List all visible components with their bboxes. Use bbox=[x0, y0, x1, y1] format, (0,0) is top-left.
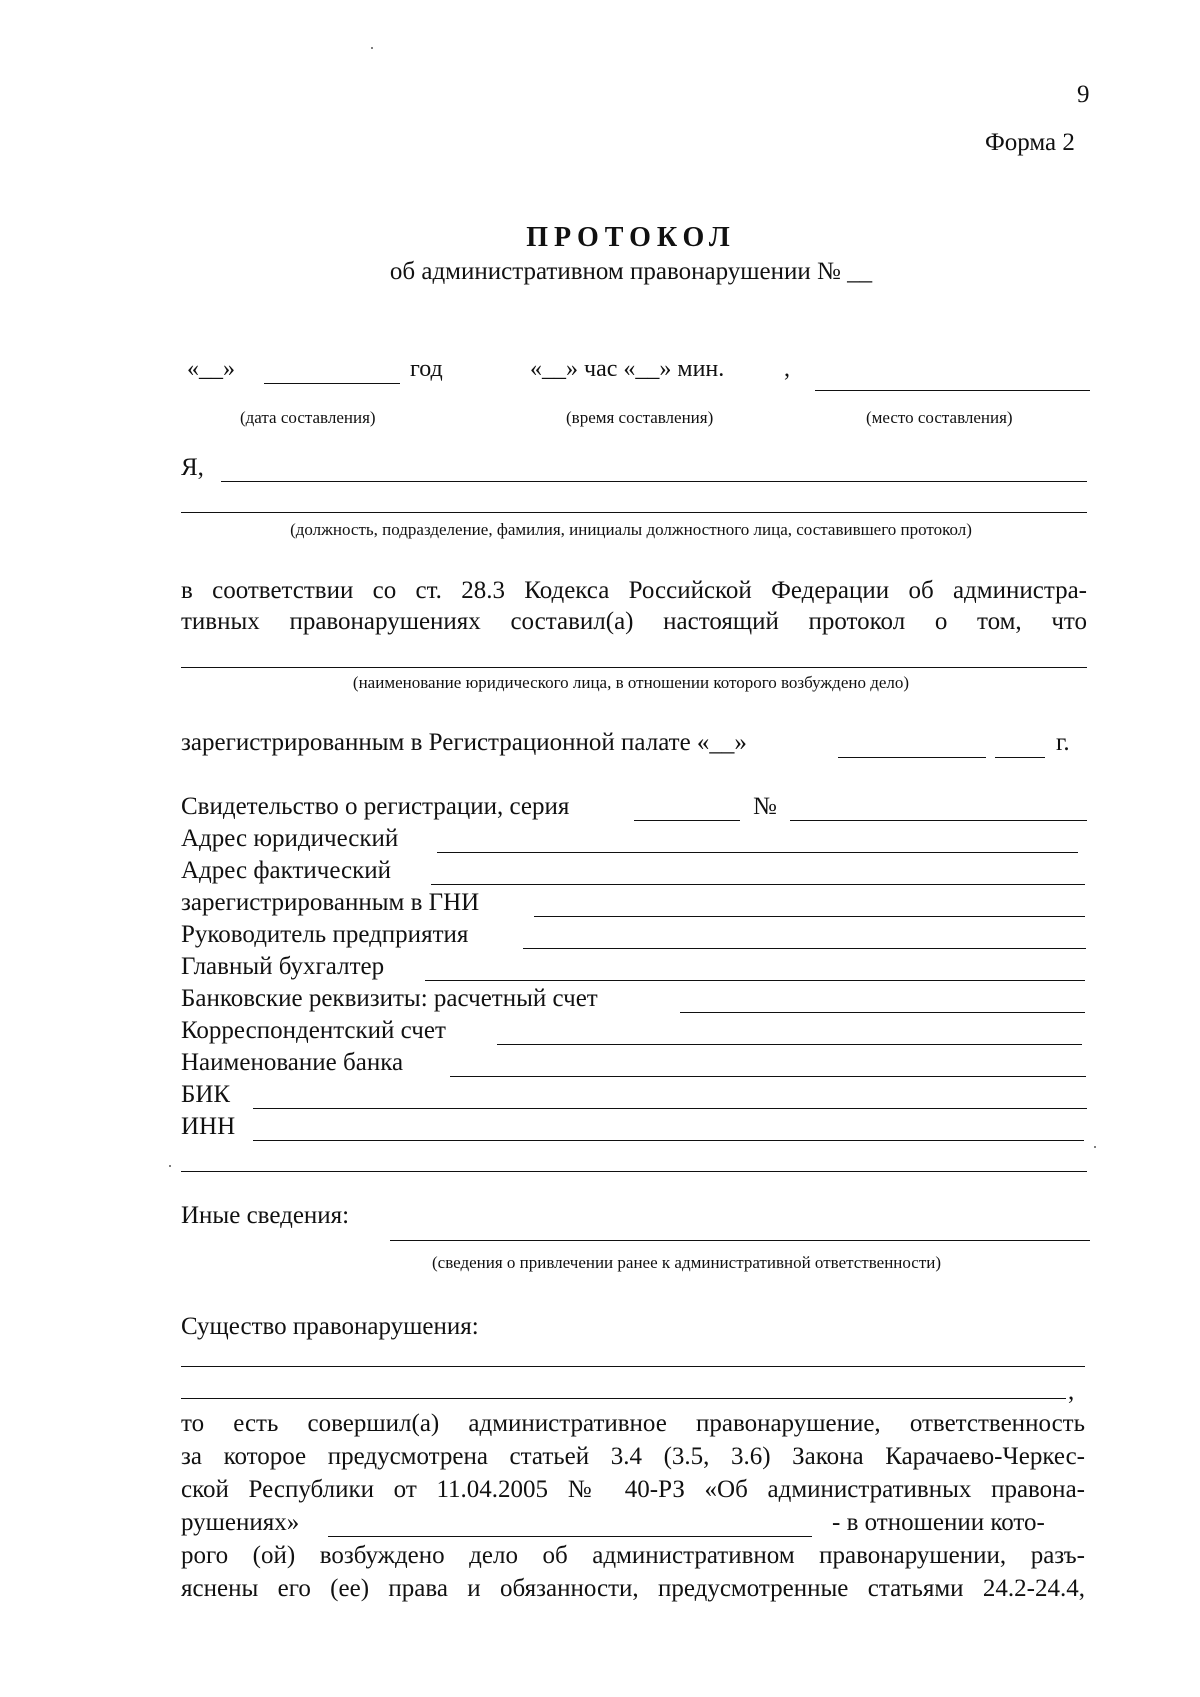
essence-line-2 bbox=[181, 1398, 1066, 1399]
other-info-caption: (сведения о привлечении ранее к административной ответственности) bbox=[432, 1253, 942, 1272]
field-bik-line bbox=[253, 1108, 1087, 1109]
basis-line-1: в соответствии со ст. 28.3 Кодекса Российской Федерации об администра- bbox=[181, 577, 1087, 604]
page-number: 9 bbox=[1077, 81, 1090, 108]
date-open: «__» bbox=[187, 356, 235, 382]
scan-speck bbox=[169, 1165, 171, 1167]
field-actual-address-label: Адрес фактический bbox=[181, 857, 392, 884]
date-line bbox=[264, 383, 400, 384]
field-extra-line bbox=[181, 1171, 1087, 1172]
conclusion-line-2: за которое предусмотрена статьей 3.4 (3.5, 3.6) Закона Карачаево-Черкес- bbox=[181, 1443, 1085, 1470]
essence-comma: , bbox=[1068, 1378, 1075, 1405]
registered-year-line bbox=[995, 757, 1045, 758]
conclusion-line-6: яснены его (ее) права и обязанности, предусмотренные статьями 24.2-24.4, bbox=[181, 1575, 1085, 1602]
place-line bbox=[815, 390, 1090, 391]
conclusion-line-4-end: - в отношении кото- bbox=[832, 1509, 1045, 1536]
field-inn-line bbox=[253, 1140, 1084, 1141]
entity-caption: (наименование юридического лица, в отношении которого возбуждено дело) bbox=[352, 673, 910, 692]
essence-label: Существо правонарушения: bbox=[181, 1313, 479, 1340]
field-bank-name-label: Наименование банка bbox=[181, 1049, 404, 1076]
field-accountant-label: Главный бухгалтер bbox=[181, 953, 385, 980]
officer-caption: (должность, подразделение, фамилия, инициалы должностного лица, составившего протокол) bbox=[290, 520, 972, 539]
field-gni-label: зарегистрированным в ГНИ bbox=[181, 889, 480, 916]
field-certificate-series-line bbox=[634, 820, 740, 821]
essence-line-1 bbox=[181, 1366, 1085, 1367]
registered-date-line bbox=[838, 757, 986, 758]
year-word: год bbox=[410, 356, 443, 382]
form-label: Форма 2 bbox=[985, 129, 1075, 156]
document-title: ПРОТОКОЛ bbox=[526, 222, 736, 253]
field-accountant-line bbox=[425, 980, 1085, 981]
entity-line bbox=[181, 667, 1087, 668]
place-caption: (место составления) bbox=[866, 408, 1013, 427]
scan-speck bbox=[371, 47, 373, 49]
field-corr-account-label: Корреспондентский счет bbox=[181, 1017, 446, 1044]
other-info-label: Иные сведения: bbox=[181, 1202, 350, 1229]
conclusion-line-5: рого (ой) возбуждено дело об административном правонарушении, разъ- bbox=[181, 1542, 1085, 1569]
registered-text: зарегистрированным в Регистрационной палате «__» bbox=[181, 729, 747, 756]
conclusion-line-1: то есть совершил(а) административное правонарушение, ответственность bbox=[181, 1410, 1085, 1437]
officer-prefix: Я, bbox=[181, 454, 204, 481]
registered-year-suffix: г. bbox=[1056, 729, 1070, 756]
conclusion-line-4-start: рушениях» bbox=[181, 1509, 300, 1536]
field-inn-label: ИНН bbox=[181, 1113, 236, 1140]
time-caption: (время составления) bbox=[566, 408, 714, 427]
field-certificate-number-sign: № bbox=[753, 793, 777, 820]
field-bank-name-line bbox=[450, 1076, 1086, 1077]
field-bik-label: БИК bbox=[181, 1081, 231, 1108]
officer-line-2 bbox=[181, 512, 1087, 513]
conclusion-violator-line bbox=[328, 1536, 812, 1537]
field-director-label: Руководитель предприятия bbox=[181, 921, 469, 948]
other-info-line bbox=[390, 1240, 1090, 1241]
scan-speck bbox=[1094, 1146, 1096, 1148]
time-text: «__» час «__» мин. bbox=[530, 356, 725, 382]
field-bank-account-label: Банковские реквизиты: расчетный счет bbox=[181, 985, 598, 1012]
basis-line-2: тивных правонарушениях составил(а) настоящий протокол о том, что bbox=[181, 608, 1087, 635]
field-legal-address-line bbox=[437, 852, 1078, 853]
field-actual-address-line bbox=[431, 884, 1085, 885]
officer-line-1 bbox=[221, 481, 1087, 482]
field-certificate-number-line bbox=[790, 820, 1087, 821]
field-legal-address-label: Адрес юридический bbox=[181, 825, 399, 852]
field-director-line bbox=[523, 948, 1086, 949]
field-certificate-label: Свидетельство о регистрации, серия bbox=[181, 793, 570, 820]
date-caption: (дата составления) bbox=[240, 408, 376, 427]
field-corr-account-line bbox=[497, 1044, 1082, 1045]
document-subtitle: об административном правонарушении № __ bbox=[389, 258, 873, 285]
conclusion-line-3: ской Республики от 11.04.2005 № 40-РЗ «Об административных правона- bbox=[181, 1476, 1085, 1503]
field-gni-line bbox=[534, 916, 1085, 917]
field-bank-account-line bbox=[680, 1012, 1085, 1013]
time-comma: , bbox=[784, 356, 790, 382]
